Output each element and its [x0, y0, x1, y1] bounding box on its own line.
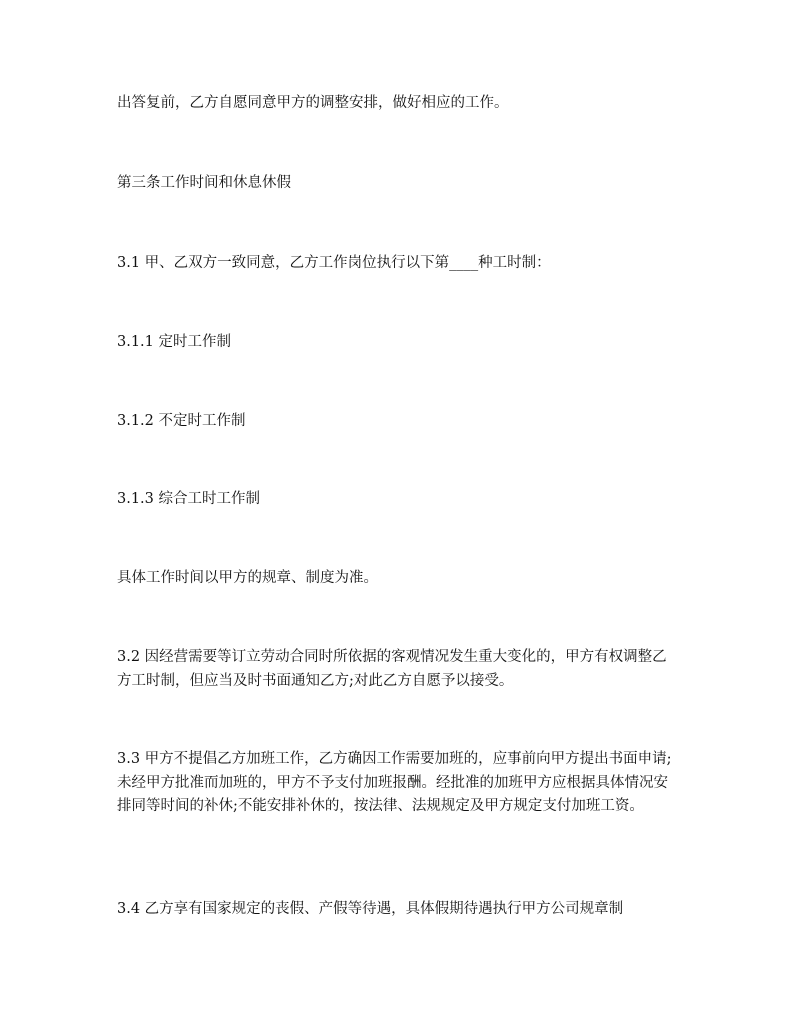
clause-3-4: 3.4 乙方享有国家规定的丧假、产假等待遇，具体假期待遇执行甲方公司规章制: [117, 901, 624, 917]
clause-3-1-1: 3.1.1 定时工作制: [117, 334, 232, 350]
paragraph-continuation: 出答复前，乙方自愿同意甲方的调整安排，做好相应的工作。: [117, 95, 509, 111]
clause-3-1: 3.1 甲、乙双方一致同意，乙方工作岗位执行以下第____种工时制：: [117, 255, 551, 271]
clause-3-3: 3.3 甲方不提倡乙方加班工作，乙方确因工作需要加班的，应事前向甲方提出书面申请;未经甲方批准而加班的，甲方不予支付加班报酬。经批准的加班甲方应根据具体情况安排同等时间的补休;不能安排补休的，按法律、法规规定及甲方规定支付加班工资。: [117, 751, 672, 814]
clause-3-2: 3.2 因经营需要等订立劳动合同时所依据的客观情况发生重大变化的，甲方有权调整乙方工时制，但应当及时书面通知乙方;对此乙方自愿予以接受。: [117, 649, 667, 689]
clause-3-1-2: 3.1.2 不定时工作制: [117, 413, 246, 429]
paragraph-working-hours-note: 具体工作时间以甲方的规章、制度为准。: [117, 570, 378, 586]
clause-3-1-3: 3.1.3 综合工时工作制: [117, 491, 261, 507]
section-heading: 第三条工作时间和休息休假: [117, 175, 291, 191]
